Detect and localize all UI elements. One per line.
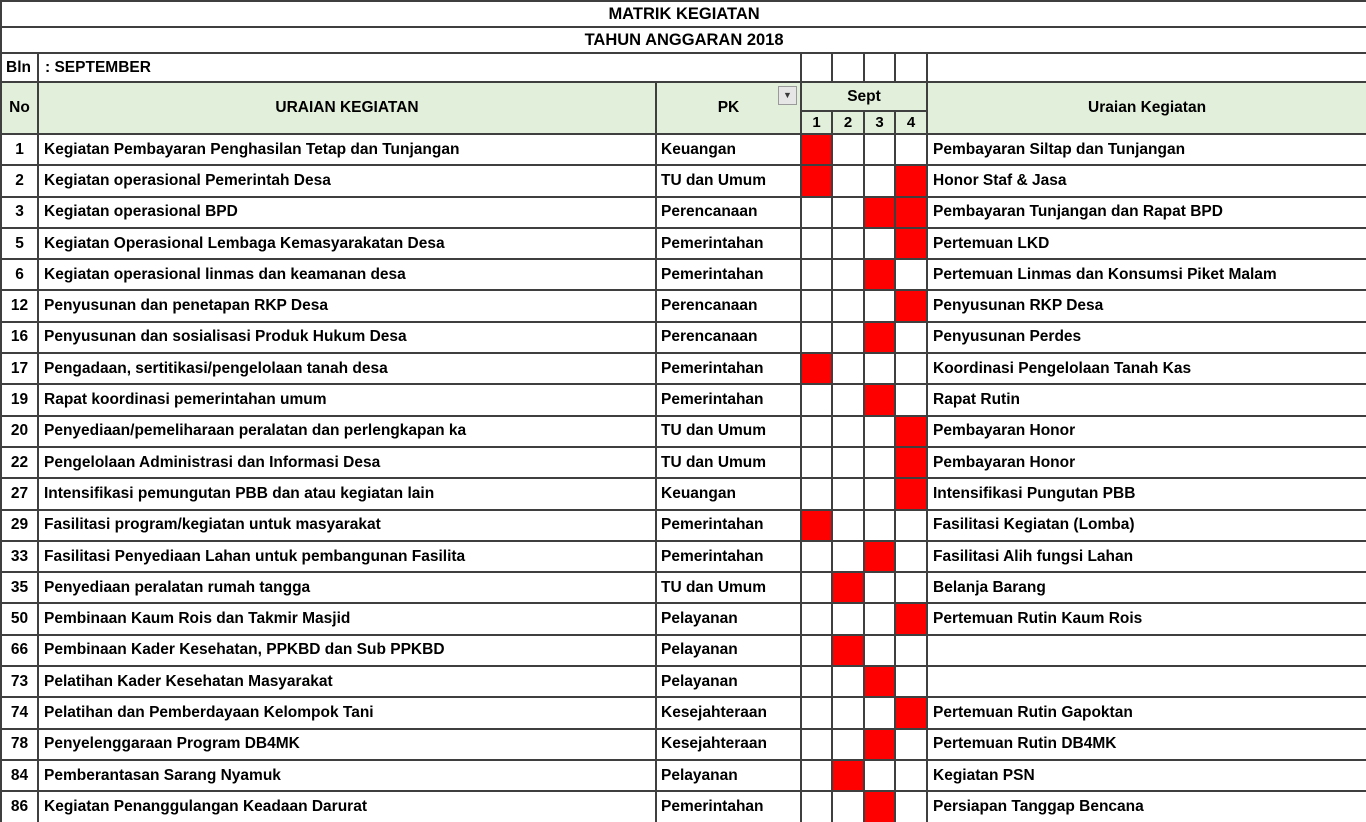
cell-week-1[interactable] [801,197,832,228]
month-row-gridcell [864,53,895,82]
cell-week-3[interactable] [864,447,895,478]
cell-pk[interactable]: Pelayanan [656,603,801,634]
cell-week-1-marked[interactable] [801,165,832,196]
cell-kegiatan[interactable]: Rapat koordinasi pemerintahan umum [38,384,656,415]
header-row-top [1,82,1366,111]
cell-uraian[interactable]: Koordinasi Pengelolaan Tanah Kas [927,353,1366,384]
month-value: : SEPTEMBER [38,53,801,82]
cell-week-3[interactable] [864,134,895,165]
cell-kegiatan[interactable]: Kegiatan operasional Pemerintah Desa [38,165,656,196]
cell-no[interactable]: 22 [1,447,38,478]
cell-week-3-marked[interactable] [864,197,895,228]
cell-uraian[interactable]: Fasilitasi Alih fungsi Lahan [927,541,1366,572]
cell-uraian[interactable]: Penyusunan RKP Desa [927,290,1366,321]
cell-pk[interactable]: Pelayanan [656,666,801,697]
cell-kegiatan[interactable]: Pelatihan dan Pemberdayaan Kelompok Tani [38,697,656,728]
cell-week-1[interactable] [801,635,832,666]
cell-week-3-marked[interactable] [864,259,895,290]
cell-week-2[interactable] [832,729,864,760]
cell-no[interactable]: 5 [1,228,38,259]
cell-week-2[interactable] [832,353,864,384]
col-header-week-4: 4 [895,111,927,134]
cell-week-4-marked[interactable] [895,447,927,478]
cell-uraian[interactable]: Pertemuan Linmas dan Konsumsi Piket Malam [927,259,1366,290]
cell-week-2[interactable] [832,197,864,228]
cell-kegiatan[interactable]: Fasilitasi program/kegiatan untuk masyarakat [38,510,656,541]
cell-pk[interactable]: Perencanaan [656,290,801,321]
cell-no[interactable]: 2 [1,165,38,196]
cell-kegiatan[interactable]: Kegiatan Pembayaran Penghasilan Tetap dan Tunjangan [38,134,656,165]
cell-no[interactable]: 17 [1,353,38,384]
cell-week-2[interactable] [832,384,864,415]
cell-pk[interactable]: Pemerintahan [656,228,801,259]
cell-kegiatan[interactable]: Pemberantasan Sarang Nyamuk [38,760,656,791]
table-row [1,729,1366,760]
cell-uraian[interactable]: Kegiatan PSN [927,760,1366,791]
cell-week-2[interactable] [832,541,864,572]
cell-pk[interactable]: Pelayanan [656,760,801,791]
cell-week-4[interactable] [895,384,927,415]
cell-kegiatan[interactable]: Pembinaan Kader Kesehatan, PPKBD dan Sub PPKBD [38,635,656,666]
cell-pk[interactable]: TU dan Umum [656,572,801,603]
table-row [1,572,1366,603]
table-row [1,510,1366,541]
cell-week-2[interactable] [832,416,864,447]
pk-header-label: PK [717,99,740,116]
cell-kegiatan[interactable]: Penyelenggaraan Program DB4MK [38,729,656,760]
cell-week-3[interactable] [864,228,895,259]
cell-week-1[interactable] [801,603,832,634]
col-header-uraian-kegiatan: URAIAN KEGIATAN [38,82,656,134]
cell-week-3-marked[interactable] [864,541,895,572]
cell-week-3-marked[interactable] [864,384,895,415]
cell-week-4[interactable] [895,134,927,165]
cell-pk[interactable]: Kesejahteraan [656,729,801,760]
cell-uraian[interactable]: Pembayaran Honor [927,416,1366,447]
table-row [1,353,1366,384]
cell-pk[interactable]: Pelayanan [656,635,801,666]
cell-pk[interactable]: Keuangan [656,478,801,509]
cell-kegiatan[interactable]: Pembinaan Kaum Rois dan Takmir Masjid [38,603,656,634]
month-row-gridcell [927,53,1366,82]
cell-uraian[interactable] [927,635,1366,666]
cell-week-3[interactable] [864,290,895,321]
cell-pk[interactable]: Pemerintahan [656,259,801,290]
col-header-sept: Sept [801,82,927,111]
cell-week-4-marked[interactable] [895,197,927,228]
cell-pk[interactable]: Perencanaan [656,322,801,353]
cell-week-1[interactable] [801,791,832,822]
cell-kegiatan[interactable]: Pengelolaan Administrasi dan Informasi Desa [38,447,656,478]
cell-uraian[interactable]: Pertemuan Rutin Kaum Rois [927,603,1366,634]
cell-week-1[interactable] [801,384,832,415]
table-row [1,384,1366,415]
cell-week-4-marked[interactable] [895,603,927,634]
cell-week-1[interactable] [801,666,832,697]
cell-uraian[interactable]: Pembayaran Siltap dan Tunjangan [927,134,1366,165]
col-header-week-1: 1 [801,111,832,134]
cell-week-3-marked[interactable] [864,729,895,760]
cell-uraian[interactable]: Honor Staf & Jasa [927,165,1366,196]
cell-week-1-marked[interactable] [801,353,832,384]
cell-week-1-marked[interactable] [801,510,832,541]
month-row [1,53,1366,82]
cell-no[interactable]: 3 [1,197,38,228]
cell-pk[interactable]: Pemerintahan [656,791,801,822]
table-row [1,197,1366,228]
cell-week-4[interactable] [895,572,927,603]
col-header-week-3: 3 [864,111,895,134]
cell-no[interactable]: 35 [1,572,38,603]
cell-week-3[interactable] [864,416,895,447]
cell-week-2[interactable] [832,666,864,697]
cell-uraian[interactable]: Pembayaran Tunjangan dan Rapat BPD [927,197,1366,228]
table-row [1,447,1366,478]
table-row [1,635,1366,666]
cell-kegiatan[interactable]: Pelatihan Kader Kesehatan Masyarakat [38,666,656,697]
table-row [1,228,1366,259]
cell-uraian[interactable]: Pertemuan Rutin Gapoktan [927,697,1366,728]
cell-week-2[interactable] [832,290,864,321]
cell-uraian[interactable]: Intensifikasi Pungutan PBB [927,478,1366,509]
cell-week-1[interactable] [801,760,832,791]
cell-no[interactable]: 73 [1,666,38,697]
cell-kegiatan[interactable]: Penyediaan peralatan rumah tangga [38,572,656,603]
cell-week-4[interactable] [895,541,927,572]
cell-no[interactable]: 86 [1,791,38,822]
cell-no[interactable]: 20 [1,416,38,447]
cell-week-4-marked[interactable] [895,228,927,259]
cell-pk[interactable]: Kesejahteraan [656,697,801,728]
cell-kegiatan[interactable]: Pengadaan, sertitikasi/pengelolaan tanah desa [38,353,656,384]
cell-pk[interactable]: Pemerintahan [656,510,801,541]
cell-uraian[interactable]: Penyusunan Perdes [927,322,1366,353]
cell-uraian[interactable]: Rapat Rutin [927,384,1366,415]
cell-pk[interactable]: Pemerintahan [656,384,801,415]
cell-kegiatan[interactable]: Kegiatan operasional linmas dan keamanan desa [38,259,656,290]
cell-week-1[interactable] [801,729,832,760]
cell-no[interactable]: 16 [1,322,38,353]
cell-kegiatan[interactable]: Penyediaan/pemeliharaan peralatan dan perlengkapan ka [38,416,656,447]
cell-week-1[interactable] [801,290,832,321]
month-row-gridcell [832,53,864,82]
cell-week-2[interactable] [832,322,864,353]
cell-week-3[interactable] [864,603,895,634]
cell-week-3[interactable] [864,697,895,728]
cell-kegiatan[interactable]: Kegiatan operasional BPD [38,197,656,228]
cell-week-2[interactable] [832,478,864,509]
cell-week-2[interactable] [832,259,864,290]
cell-uraian[interactable]: Pertemuan Rutin DB4MK [927,729,1366,760]
sheet-subtitle: TAHUN ANGGARAN 2018 [1,27,1366,53]
table-row [1,697,1366,728]
month-row-gridcell [895,53,927,82]
cell-week-4[interactable] [895,635,927,666]
cell-no[interactable]: 6 [1,259,38,290]
cell-pk[interactable]: Keuangan [656,134,801,165]
cell-week-4[interactable] [895,791,927,822]
cell-no[interactable]: 33 [1,541,38,572]
cell-pk[interactable]: Perencanaan [656,197,801,228]
cell-no[interactable]: 66 [1,635,38,666]
col-header-uraian-right: Uraian Kegiatan [927,82,1366,134]
cell-week-3[interactable] [864,510,895,541]
cell-no[interactable]: 78 [1,729,38,760]
cell-pk[interactable]: Pemerintahan [656,353,801,384]
cell-uraian[interactable]: Belanja Barang [927,572,1366,603]
table-row [1,322,1366,353]
cell-kegiatan[interactable]: Kegiatan Penanggulangan Keadaan Darurat [38,791,656,822]
cell-week-2[interactable] [832,134,864,165]
col-header-pk [656,82,801,134]
cell-week-2-marked[interactable] [832,635,864,666]
cell-week-1[interactable] [801,541,832,572]
cell-week-3-marked[interactable] [864,791,895,822]
table-row [1,666,1366,697]
cell-week-3-marked[interactable] [864,322,895,353]
cell-week-4[interactable] [895,729,927,760]
subtitle-row [1,27,1366,53]
cell-week-4[interactable] [895,760,927,791]
cell-no[interactable]: 50 [1,603,38,634]
cell-week-2[interactable] [832,697,864,728]
cell-pk[interactable]: TU dan Umum [656,165,801,196]
cell-week-4[interactable] [895,259,927,290]
cell-pk[interactable]: Pemerintahan [656,541,801,572]
cell-no[interactable]: 19 [1,384,38,415]
chevron-down-icon: ▼ [783,90,792,100]
cell-kegiatan[interactable]: Kegiatan Operasional Lembaga Kemasyarakatan Desa [38,228,656,259]
cell-no[interactable]: 84 [1,760,38,791]
cell-pk[interactable]: TU dan Umum [656,416,801,447]
cell-uraian[interactable]: Persiapan Tanggap Bencana [927,791,1366,822]
cell-no[interactable]: 12 [1,290,38,321]
table-row [1,760,1366,791]
cell-week-1-marked[interactable] [801,134,832,165]
cell-no[interactable]: 27 [1,478,38,509]
sheet-title: MATRIK KEGIATAN [1,1,1366,27]
cell-week-2-marked[interactable] [832,572,864,603]
cell-week-4-marked[interactable] [895,416,927,447]
col-header-no: No [1,82,38,134]
table-row [1,165,1366,196]
cell-week-1[interactable] [801,416,832,447]
cell-week-4-marked[interactable] [895,697,927,728]
cell-week-4-marked[interactable] [895,165,927,196]
cell-week-2[interactable] [832,447,864,478]
month-row-gridcell [801,53,832,82]
cell-week-2[interactable] [832,165,864,196]
cell-week-1[interactable] [801,447,832,478]
cell-week-2[interactable] [832,603,864,634]
cell-uraian[interactable] [927,666,1366,697]
cell-no[interactable]: 29 [1,510,38,541]
cell-week-3[interactable] [864,760,895,791]
cell-week-4[interactable] [895,666,927,697]
cell-week-4[interactable] [895,353,927,384]
cell-kegiatan[interactable]: Fasilitasi Penyediaan Lahan untuk pembangunan Fasilita [38,541,656,572]
cell-week-2[interactable] [832,510,864,541]
cell-pk[interactable]: TU dan Umum [656,447,801,478]
col-header-week-2: 2 [832,111,864,134]
cell-week-3-marked[interactable] [864,666,895,697]
cell-kegiatan[interactable]: Penyusunan dan sosialisasi Produk Hukum Desa [38,322,656,353]
cell-uraian[interactable]: Pembayaran Honor [927,447,1366,478]
table-row [1,603,1366,634]
pk-filter-dropdown-button[interactable] [778,86,797,105]
cell-week-3[interactable] [864,478,895,509]
cell-week-1[interactable] [801,478,832,509]
cell-uraian[interactable]: Fasilitasi Kegiatan (Lomba) [927,510,1366,541]
table-row [1,791,1366,822]
cell-week-1[interactable] [801,572,832,603]
table-row [1,134,1366,165]
cell-week-2[interactable] [832,228,864,259]
cell-week-4[interactable] [895,510,927,541]
cell-week-4[interactable] [895,322,927,353]
table-row [1,290,1366,321]
cell-kegiatan[interactable]: Intensifikasi pemungutan PBB dan atau kegiatan lain [38,478,656,509]
cell-no[interactable]: 1 [1,134,38,165]
cell-week-3[interactable] [864,165,895,196]
cell-week-3[interactable] [864,353,895,384]
month-label: Bln [1,53,38,82]
title-row [1,1,1366,27]
cell-week-2[interactable] [832,791,864,822]
cell-kegiatan[interactable]: Penyusunan dan penetapan RKP Desa [38,290,656,321]
cell-week-1[interactable] [801,228,832,259]
cell-week-2-marked[interactable] [832,760,864,791]
cell-week-4-marked[interactable] [895,290,927,321]
cell-uraian[interactable]: Pertemuan LKD [927,228,1366,259]
table-row [1,478,1366,509]
cell-week-3[interactable] [864,572,895,603]
table-row [1,416,1366,447]
cell-week-1[interactable] [801,322,832,353]
cell-no[interactable]: 74 [1,697,38,728]
cell-week-1[interactable] [801,697,832,728]
table-row [1,259,1366,290]
cell-week-1[interactable] [801,259,832,290]
table-row [1,541,1366,572]
cell-week-4-marked[interactable] [895,478,927,509]
cell-week-3[interactable] [864,635,895,666]
table-body [1,134,1366,822]
